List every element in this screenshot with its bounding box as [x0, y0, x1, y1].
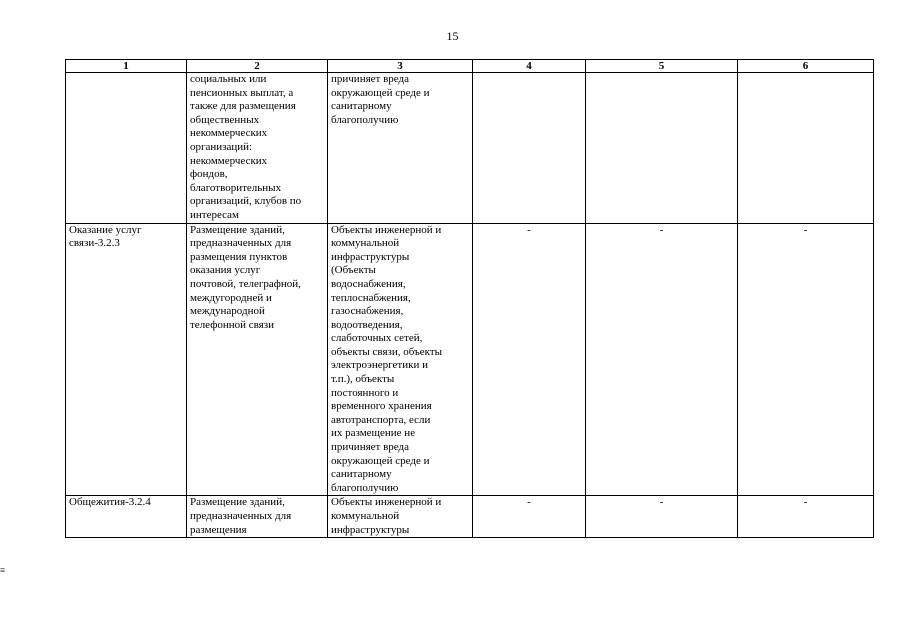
- table-row: [66, 496, 874, 538]
- table-cell-col-3: [328, 496, 473, 538]
- column-header-6: 6: [738, 60, 874, 73]
- cell-text-line: причиняет вреда: [331, 73, 409, 85]
- cell-text-line: водоснабжения,: [331, 277, 406, 290]
- cell-text-line: окружающей среде и: [331, 454, 430, 467]
- cell-text-line: водоотведения,: [331, 318, 403, 331]
- cell-text-line: (Объекты: [331, 264, 376, 277]
- column-header-1: 1: [66, 60, 187, 73]
- table-cell-col-4: [473, 73, 586, 224]
- table-cell-col-1: [66, 496, 187, 538]
- cell-text-line: санитарному: [331, 468, 392, 481]
- table-cell-col-4: -: [473, 223, 586, 496]
- cell-text-line: фондов,: [190, 168, 228, 181]
- cell-text-line: Объекты инженерной и: [331, 496, 442, 509]
- cell-text-line: предназначенных для: [190, 510, 292, 522]
- table-row: [66, 223, 874, 496]
- table-cell-col-6: -: [738, 223, 874, 496]
- cell-text-line: инфраструктуры: [331, 250, 410, 263]
- table-cell-col-1: [66, 73, 187, 224]
- cell-text-line: теплоснабжения,: [331, 291, 411, 304]
- cell-text-line: их размещение не: [331, 427, 416, 440]
- cell-text-line: оказания услуг: [190, 264, 261, 277]
- cell-text-line: электроэнергетики и: [331, 359, 428, 372]
- cell-text-line: некоммерческих: [190, 154, 268, 167]
- cell-text-line: почтовой, телеграфной,: [190, 277, 301, 290]
- document-table: [65, 59, 874, 538]
- table-cell-col-2: [187, 73, 328, 224]
- cell-text-line: некоммерческих: [190, 127, 268, 140]
- cell-text-line: Размещение зданий,: [190, 223, 285, 236]
- cell-text-line: слаботочных сетей,: [331, 332, 423, 345]
- cell-text-line: Оказание услуг: [69, 223, 142, 236]
- cell-text-line: коммунальной: [331, 237, 400, 250]
- table-cell-col-1: [66, 223, 187, 496]
- cell-text-line: инфраструктуры: [331, 523, 410, 536]
- column-header-5: 5: [586, 60, 738, 73]
- table-cell-col-5: -: [586, 496, 738, 538]
- table-cell-col-4: -: [473, 496, 586, 538]
- cell-text-line: пенсионных выплат, а: [190, 86, 294, 99]
- cell-text-line: организаций:: [190, 140, 253, 153]
- cell-text-line: Размещение зданий,: [190, 496, 285, 509]
- cell-text-line: временного хранения: [331, 400, 432, 413]
- page-number: 15: [446, 29, 459, 43]
- column-header-2: 2: [187, 60, 328, 73]
- cell-text-line: автотранспорта, если: [331, 413, 431, 426]
- cell-text-line: причиняет вреда: [331, 441, 409, 454]
- table-cell-col-6: -: [738, 496, 874, 538]
- cell-text-line: организаций, клубов по: [190, 195, 302, 208]
- table-cell-col-5: [586, 73, 738, 224]
- cell-text-line: предназначенных для: [190, 237, 292, 250]
- table-cell-col-3: [328, 73, 473, 224]
- cell-text-line: междугородней и: [190, 291, 272, 304]
- table-cell-col-3: [328, 223, 473, 496]
- cell-text-line: окружающей среде и: [331, 86, 430, 99]
- cell-text-line: постоянного и: [331, 386, 399, 399]
- table-header-row: [66, 60, 874, 73]
- column-header-3: 3: [328, 60, 473, 73]
- cell-text-line: социальных или: [190, 73, 267, 85]
- cell-text-line: объекты связи, объекты: [331, 345, 443, 358]
- cell-text-line: международной: [190, 305, 265, 318]
- cell-text-line: коммунальной: [331, 510, 400, 522]
- table-row: [66, 73, 874, 224]
- cell-text-line: также для размещения: [190, 100, 296, 113]
- cell-text-line: т.п.), объекты: [331, 373, 395, 386]
- table-cell-col-6: [738, 73, 874, 224]
- table-cell-col-5: -: [586, 223, 738, 496]
- margin-mark: ≡: [0, 565, 6, 575]
- cell-text-line: размещения: [190, 523, 247, 536]
- cell-text-line: телефонной связи: [190, 318, 274, 331]
- cell-text-line: связи-3.2.3: [69, 237, 120, 250]
- column-header-4: 4: [473, 60, 586, 73]
- cell-text-line: благополучию: [331, 481, 399, 494]
- table-cell-col-2: [187, 496, 328, 538]
- cell-text-line: благополучию: [331, 113, 399, 126]
- cell-text-line: интересам: [190, 208, 239, 221]
- cell-text-line: санитарному: [331, 100, 392, 113]
- cell-text-line: размещения пунктов: [190, 250, 288, 263]
- cell-text-line: общественных: [190, 113, 260, 126]
- cell-text-line: Общежития-3.2.4: [69, 496, 151, 509]
- cell-text-line: благотворительных: [190, 181, 282, 194]
- cell-text-line: газоснабжения,: [331, 305, 404, 318]
- cell-text-line: Объекты инженерной и: [331, 223, 442, 236]
- table-cell-col-2: [187, 223, 328, 496]
